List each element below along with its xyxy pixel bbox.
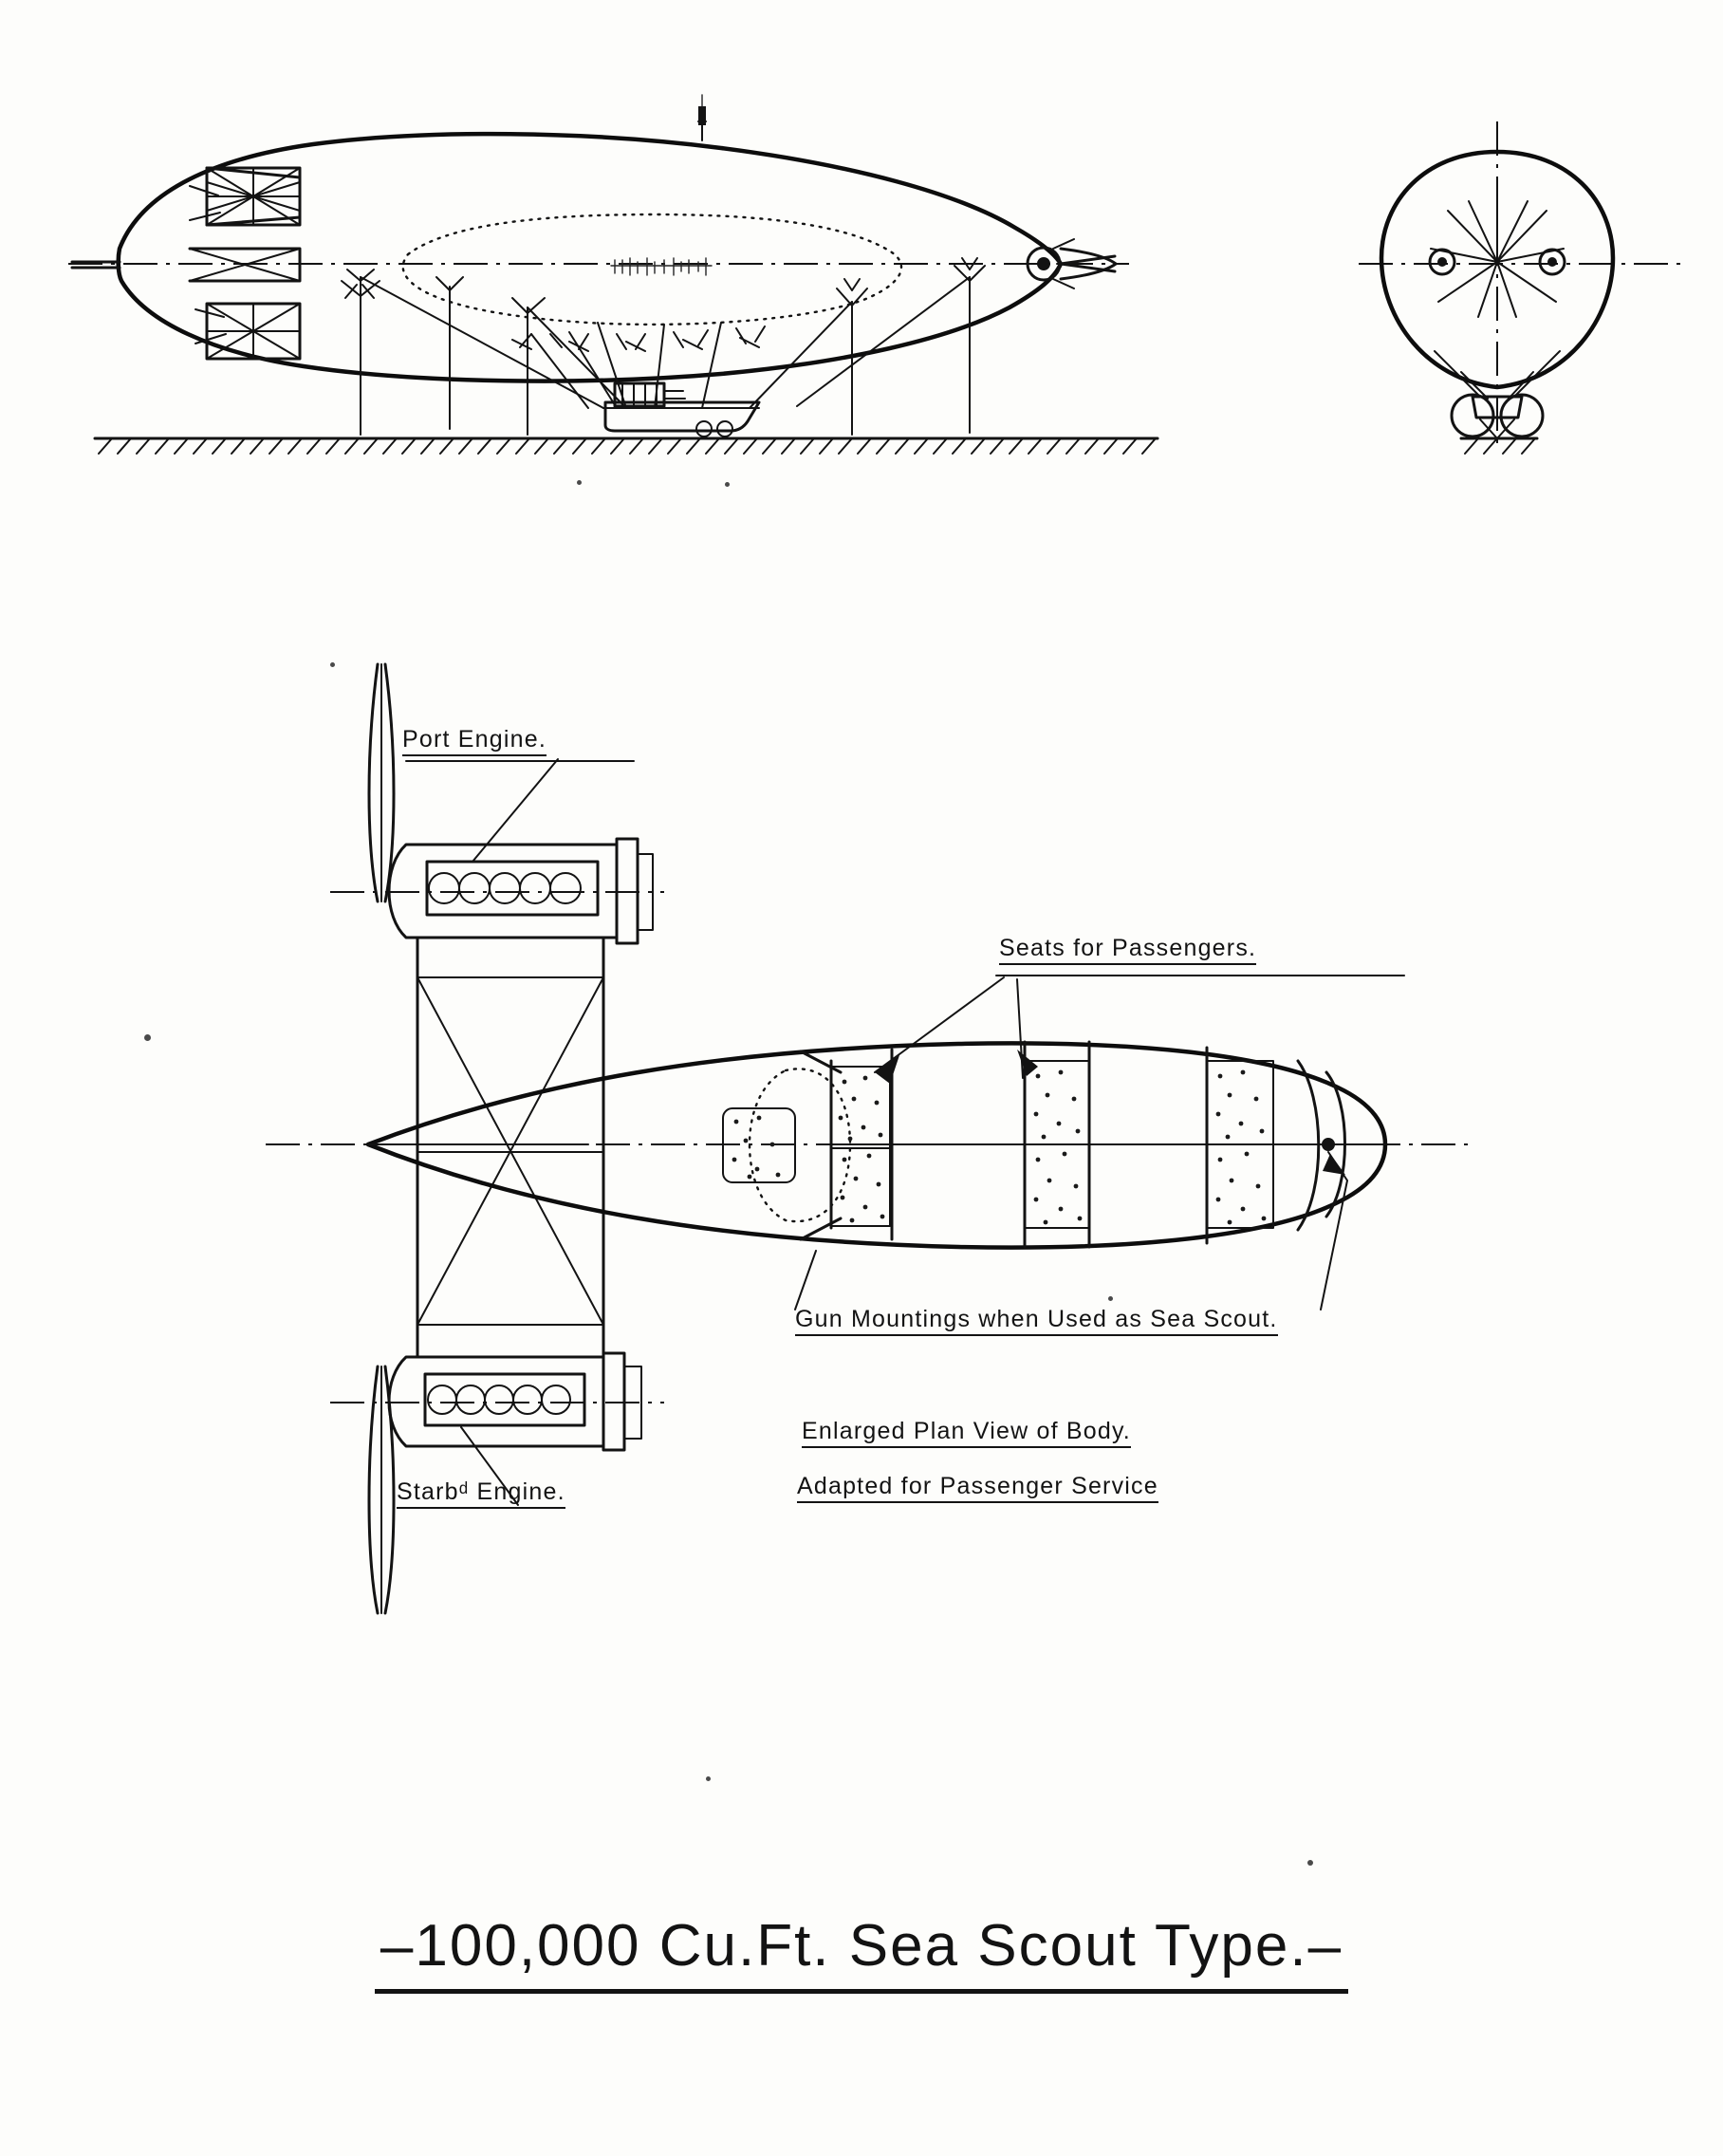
engine-mounting-frame: [417, 938, 603, 1357]
annotation-gun-text: Gun Mountings when Used as Sea Scout.: [795, 1306, 1278, 1336]
port-attachment-eye: [1437, 257, 1447, 267]
drawing-title: [0, 1912, 1723, 1994]
paper-speck: [706, 1776, 711, 1781]
annotation-seats-text: Seats for Passengers.: [999, 935, 1256, 965]
front-ground-hatching: [1465, 438, 1535, 454]
lower-fin: [207, 304, 300, 359]
gun-mount-bar-front: [801, 1051, 841, 1072]
paper-speck: [1307, 1860, 1313, 1866]
annotation-seats-for-passengers: [999, 935, 1256, 962]
envelope-outline: [119, 134, 1061, 381]
annotation-port-engine-text: Port Engine.: [402, 726, 547, 756]
paper-speck: [725, 482, 730, 487]
ground-hatching: [99, 438, 1156, 454]
caption-plan-view-line-1-text: Enlarged Plan View of Body.: [802, 1418, 1131, 1448]
upper-fin: [207, 168, 300, 225]
starboard-attachment-eye: [1547, 257, 1557, 267]
port-engine-leader: [472, 759, 558, 862]
annotation-gun-mountings: [795, 1306, 1278, 1333]
enlarged-plan-view: [266, 664, 1473, 1613]
ballonet-outline: [403, 214, 901, 325]
seats-leader: [875, 977, 1023, 1078]
port-propeller-blade-front: [369, 664, 378, 901]
paper-speck: [144, 1034, 151, 1041]
seat-stipple: [732, 1070, 1267, 1225]
caption-plan-view-line-1: [802, 1418, 1131, 1445]
nose-rigging: [1053, 239, 1082, 288]
gun-leader-left: [795, 1251, 816, 1310]
envelope-inscription: [611, 258, 712, 275]
paper-speck: [577, 480, 582, 485]
annotation-port-engine: [402, 726, 547, 753]
mast-flag: [698, 106, 706, 125]
front-elevation-view: [1359, 121, 1687, 454]
annotation-starboard-engine: [397, 1478, 565, 1506]
annotation-starboard-engine-text: Starbᵈ Engine.: [397, 1478, 565, 1509]
gun-arrowhead: [1323, 1154, 1345, 1175]
nose-mooring-eye: [1037, 257, 1050, 270]
side-elevation-view: [68, 95, 1158, 454]
caption-plan-view-line-2-text: Adapted for Passenger Service: [797, 1473, 1158, 1503]
paper-speck: [1108, 1296, 1113, 1301]
gondola-car: [603, 383, 759, 437]
gun-leader-right: [1321, 1152, 1347, 1310]
paper-speck: [330, 662, 335, 667]
caption-plan-view-line-2: [797, 1473, 1158, 1500]
gun-mount-bar-rear: [801, 1218, 841, 1239]
seats-arrowhead-right: [1017, 1050, 1038, 1076]
drawing-title-text: –100,000 Cu.Ft. Sea Scout Type.–: [375, 1912, 1348, 1994]
